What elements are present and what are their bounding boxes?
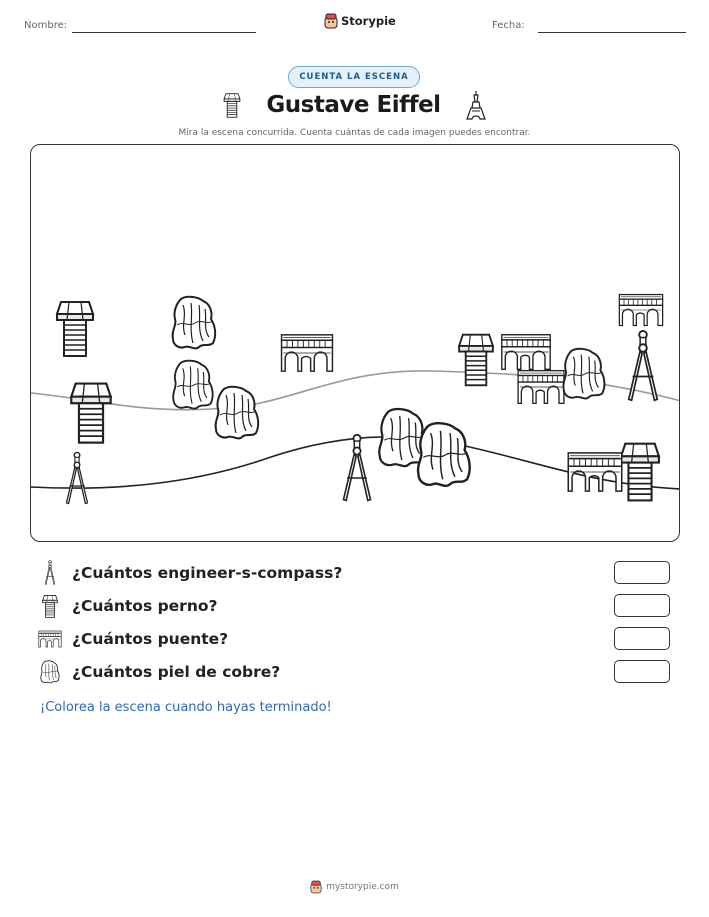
answer-box[interactable] <box>614 660 670 683</box>
bridge-icon <box>38 626 62 652</box>
bolt-icon <box>38 593 62 619</box>
bolt-icon[interactable] <box>459 335 493 386</box>
brand-name: Storypie <box>341 14 396 28</box>
answer-box[interactable] <box>614 594 670 617</box>
copper-sheet-icon[interactable] <box>216 387 259 439</box>
question-text: ¿Cuántos puente? <box>72 630 229 648</box>
title-row <box>0 90 709 120</box>
scene-frame[interactable] <box>30 144 680 542</box>
copper-sheet-icon[interactable] <box>173 361 213 409</box>
answer-box[interactable] <box>614 627 670 650</box>
name-label: Nombre: <box>24 20 68 31</box>
bolt-icon <box>222 91 242 119</box>
color-instruction: ¡Colorea la escena cuando hayas terminado! <box>40 700 332 715</box>
bolt-icon[interactable] <box>621 444 659 501</box>
date-line[interactable] <box>538 32 686 33</box>
bridge-icon[interactable] <box>282 335 333 371</box>
footer <box>0 880 709 894</box>
storypie-logo-icon <box>324 13 338 29</box>
copper-sheet-icon[interactable] <box>379 409 426 466</box>
copper-sheet-icon[interactable] <box>418 423 470 486</box>
eiffel-tower-icon <box>465 90 487 120</box>
activity-badge: CUENTA LA ESCENA <box>288 66 420 88</box>
name-line[interactable] <box>72 32 256 33</box>
answer-box[interactable] <box>614 561 670 584</box>
page-title: Gustave Eiffel <box>266 92 441 118</box>
question-bolt <box>38 593 670 619</box>
brand <box>324 13 396 29</box>
bolt-icon[interactable] <box>71 384 110 443</box>
compass-icon <box>38 560 62 586</box>
compass-icon[interactable] <box>344 435 371 501</box>
copper-sheet-icon <box>38 659 62 685</box>
instructions: Mira la escena concurrida. Cuenta cuántas de cada imagen puedes encontrar. <box>178 128 531 138</box>
bolt-icon[interactable] <box>57 302 93 356</box>
storypie-logo-icon <box>310 880 322 894</box>
compass-icon[interactable] <box>629 331 658 400</box>
footer-url[interactable]: mystorypie.com <box>326 882 399 892</box>
bridge-icon[interactable] <box>502 335 550 370</box>
compass-icon[interactable] <box>67 452 88 503</box>
question-copper-sheet <box>38 659 670 685</box>
bridge-icon[interactable] <box>518 371 564 404</box>
copper-sheet-icon[interactable] <box>563 349 604 399</box>
question-text: ¿Cuántos piel de cobre? <box>72 663 281 681</box>
question-text: ¿Cuántos engineer-s-compass? <box>72 564 343 582</box>
scene-canvas[interactable] <box>31 145 680 542</box>
question-text: ¿Cuántos perno? <box>72 597 218 615</box>
bridge-icon[interactable] <box>619 295 662 326</box>
question-bridge <box>38 626 670 652</box>
question-compass <box>38 560 670 586</box>
bridge-icon[interactable] <box>568 453 621 491</box>
date-label: Fecha: <box>492 20 525 31</box>
copper-sheet-icon[interactable] <box>173 297 216 349</box>
